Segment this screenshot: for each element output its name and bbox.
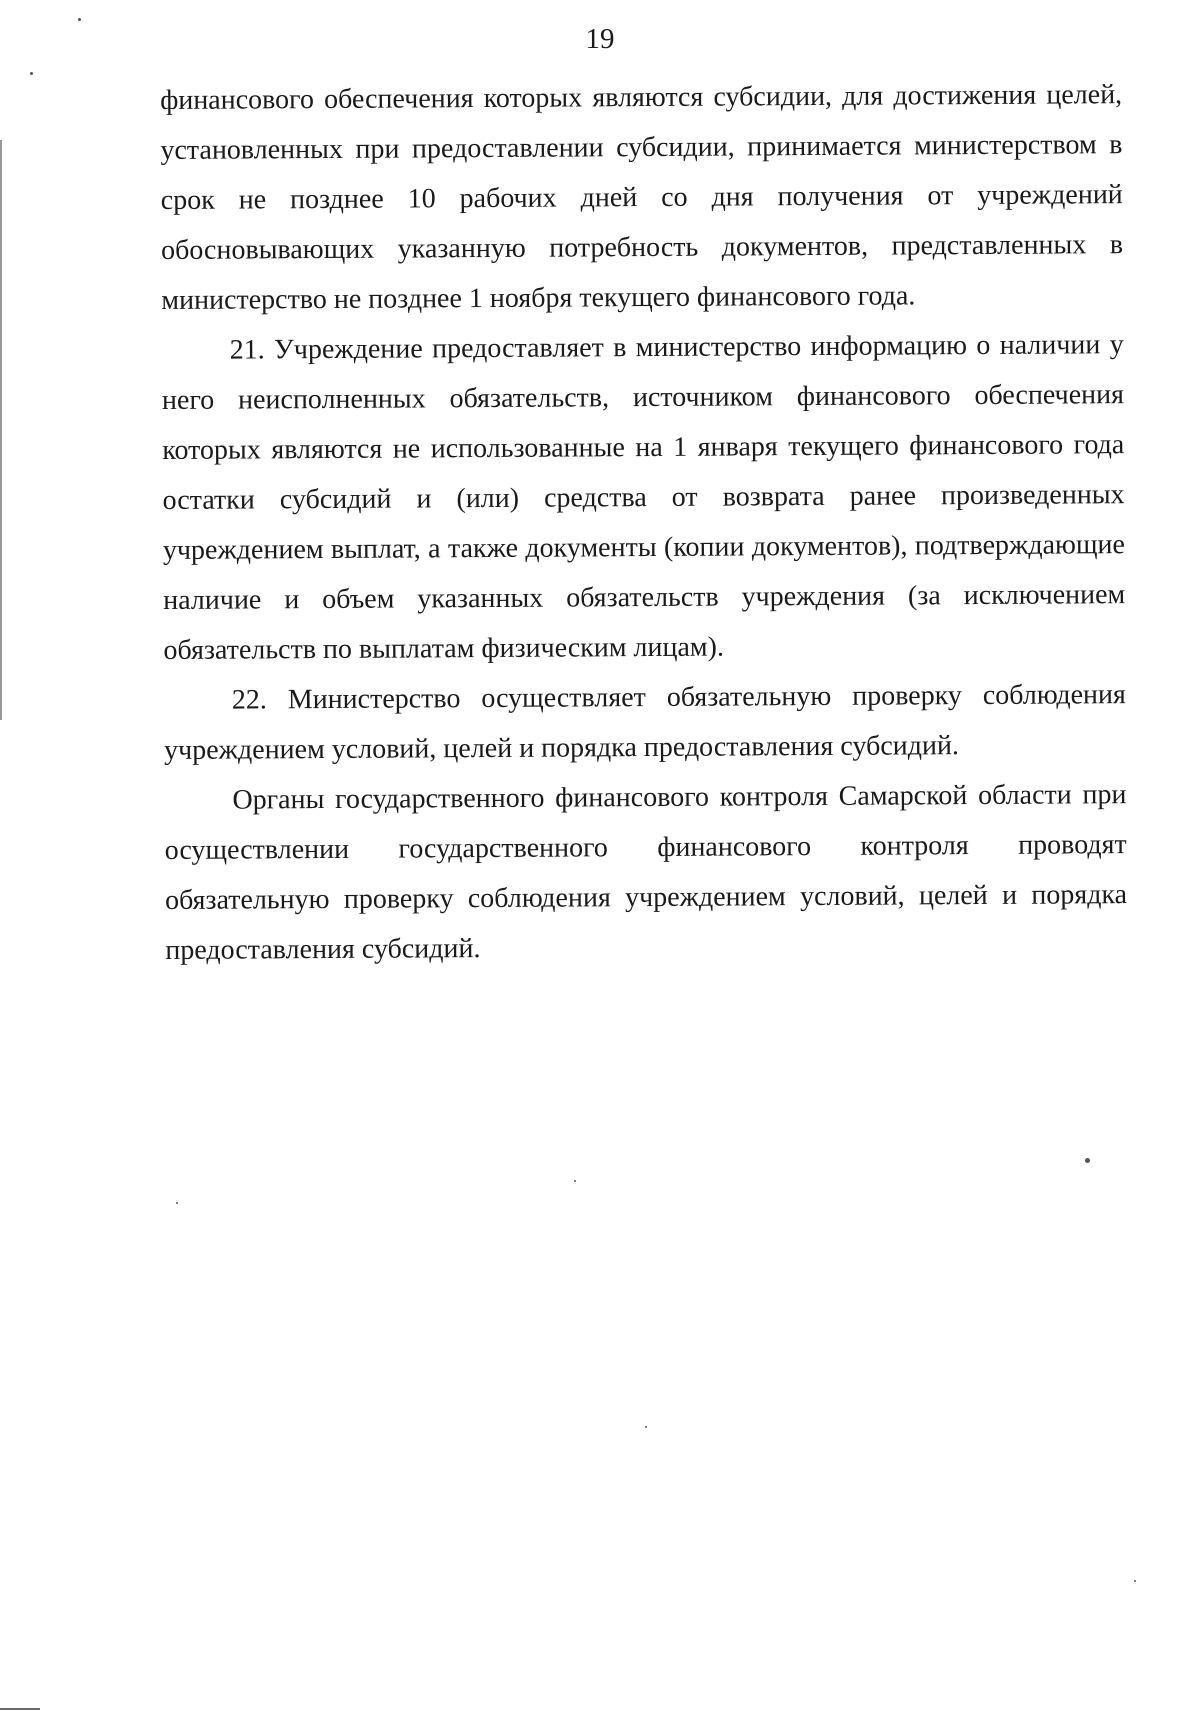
scan-edge-line [0,140,2,720]
scan-speck [176,1202,178,1204]
scan-speck [78,18,81,21]
document-body [160,70,1127,976]
scan-speck [30,72,33,75]
scan-speck [574,1180,576,1182]
page-number: 19 [585,23,615,55]
paragraph-21: 21. Учреждение предоставляет в министерство информацию о наличии у него неисполненных обязательств, источником финансового обеспечения которых являются не использованные на 1 января текущего финансового года остатки субсидий и (или) средства от возврата ранее произведенных учреждением выплат, а также документы (копии документов), подтверждающие наличие и объем указанных обязательств учреждения (за исключением обязательств по выплатам физическим лицам). [161,329,1126,666]
paragraph-22-control: Органы государственного финансового контроля Самарской области при осуществлении государственного финансового контроля проводят обязательную проверку соблюдения учреждением условий, целей и порядка предоставления субсидий. [164,779,1128,966]
scan-speck [1134,1580,1136,1582]
scan-speck [1085,1158,1090,1163]
scan-speck [645,1426,647,1428]
paragraph-22: 22. Министерство осуществляет обязательную проверку соблюдения учреждением условий, целей и порядка предоставления субсидий. [164,679,1126,766]
paragraph-20-continuation: финансового обеспечения которых являются субсидии, для достижения целей, установленных при предоставлении субсидии, принимается министерством в срок не позднее 10 рабочих дней со дня получения от учреждений обосновывающих указанную потребность документов, представленных в министерство не позднее 1 ноября текущего финансового года. [160,79,1124,316]
scan-corner-mark [0,1708,40,1710]
